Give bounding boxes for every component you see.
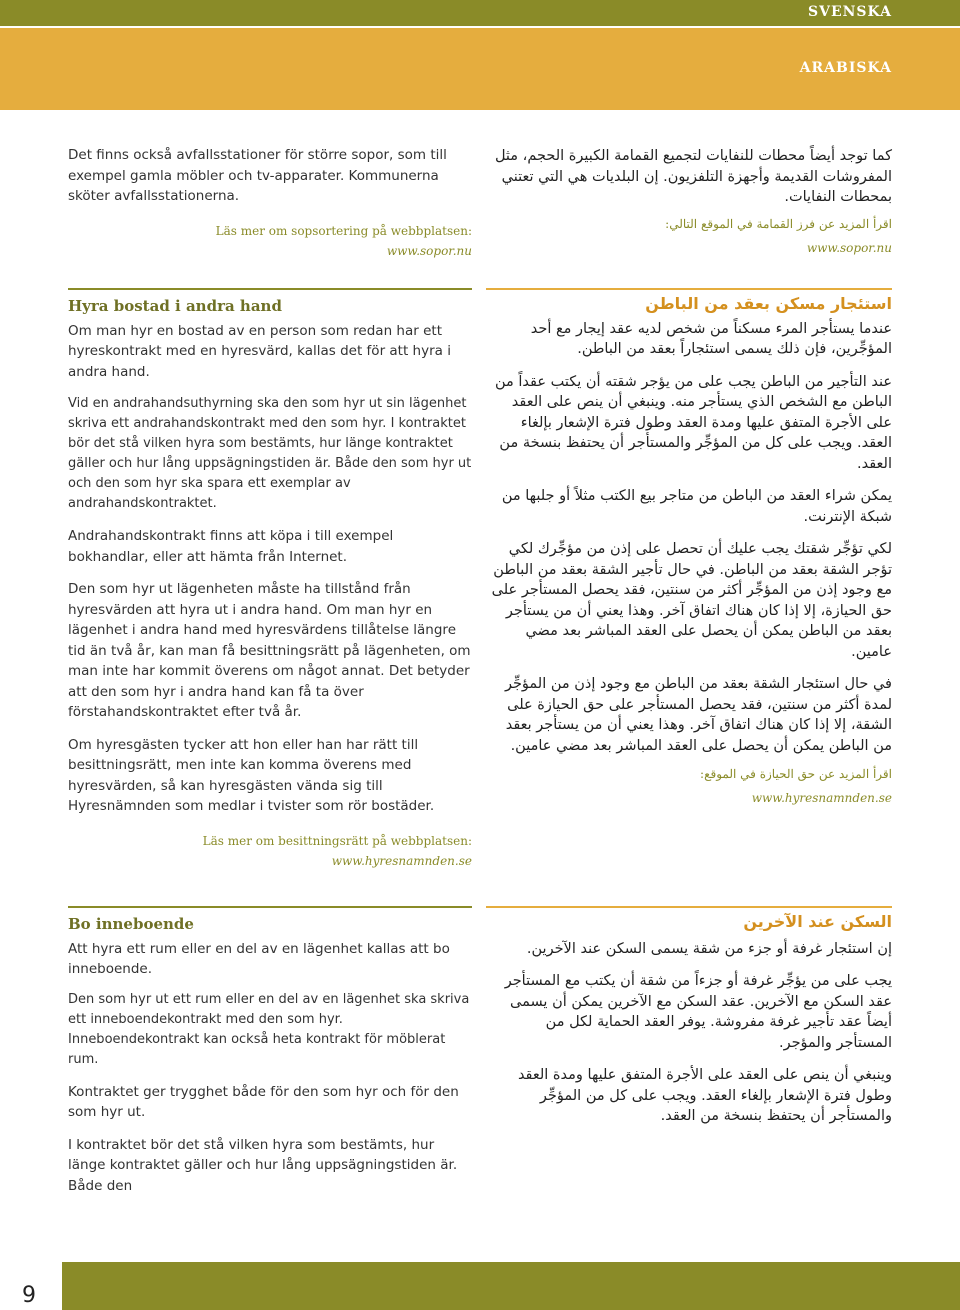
section-heading-arabic: استئجار مسكن بعقد من الباطن [645,294,892,313]
footer-bar [0,1262,960,1310]
besittningsratt-link-url[interactable]: www.hyresnamnden.se [331,853,472,868]
paragraph: I kontraktet bör det stå vilken hyra som bestämts, hur länge kontraktet gäller och hur lång uppsägningstiden är. Både den [68,1136,458,1194]
section-heading: Hyra bostad i andra hand [68,297,282,315]
paragraph-arabic: في حال استئجار الشقة بعقد من الباطن مع وجود إذن من المؤجِّر لمدة أكثر من سنتين، فقد يحصل المستأجر على حق الحيازة على الشقة، إلا إذا كان هناك اتفاق آخر. وهذا يعني أن من يستأجر بعقد من الباطن يمكن أن يحصل على العقد المباشر بعد مضي عامين. [504,676,892,754]
intro-paragraph-arabic: كما توجد أيضاً محطات للنفايات لتجميع القمامة الكبيرة الحجم، مثل المفروشات القديمة وأجهزة التلفزيون. إن البلديات هي التي تعتني بمحطات النفايات. [494,148,892,205]
section-hyra-andra-hand [68,296,472,871]
section-divider-swedish [68,288,472,290]
paragraph: Andrahandskontrakt finns att köpa i till exempel bokhandlar, eller att hämta från Internet. [68,528,394,565]
language-label-arabic: ARABISKA [799,60,892,76]
intro-arabic [486,146,892,258]
section-heading-arabic: السكن عند الآخرين [743,912,892,931]
language-bar-swedish [0,0,960,26]
section-divider-arabic-2 [486,906,892,908]
intro-swedish [68,145,472,261]
intro-link-url-arabic[interactable]: www.sopor.nu [806,240,892,255]
paragraph-arabic: إن استئجار غرفة أو جزء من شقة يسمى السكن عند الآخرين. [526,940,892,957]
intro-link-label: Läs mer om sopsortering på webbplatsen: [215,223,472,238]
besittningsratt-link-label: Läs mer om besittningsrätt på webbplatsen: [202,833,472,848]
paragraph-arabic: عند التأجير من الباطن يجب على من يؤجر شقته أن يكتب عقداً من الباطن مع الشخص الذي يستأجر منه. وينبغي أن ينص على العقد على الأجرة المتفق عليها ومدة العقد وطول فترة الإشعار بإلغاء العقد. ويجب على كل من المؤجِّر والمستأجر أن يحتفظ بنسخة من العقد. [494,373,892,472]
section-arabic-lodging [486,912,892,1127]
paragraph: Om hyresgästen tycker att hon eller han har rätt till besittningsrätt, men inte kan komma överens med hyresvärden, så kan hyresgästen vända sig till Hyresnämnden som medlar i tvister som rör bostäder. [68,736,435,814]
paragraph: Kontraktet ger trygghet både för den som hyr och för den som hyr ut. [68,1083,459,1120]
page-number: 9 [22,1283,36,1308]
paragraph: Om man hyr en bostad av en person som redan har ett hyreskontrakt med en hyresvärd, kallas det för att hyra i andra hand. [68,322,451,380]
paragraph-arabic: عندما يستأجر المرء مسكناً من شخص لديه عقد إيجار مع أحد المؤجِّرين، فإن ذلك يسمى استئجاراً بعقد من الباطن. [530,320,892,357]
intro-paragraph: Det finns också avfallsstationer för större sopor, som till exempel gamla möbler och tv-apparater. Kommunerna sköter avfallsstationerna. [68,147,447,204]
hyresnamnden-link-url-arabic[interactable]: www.hyresnamnden.se [751,791,892,805]
intro-link-label-arabic: اقرأ المزيد عن فرز القمامة في الموقع التالي: [665,216,892,231]
paragraph-arabic: وينبغي أن ينص على العقد على الأجرة المتفق عليها ومدة العقد وطول فترة الإشعار بإلغاء العقد. ويجب على كل من المؤجِّر والمستأجر أن يحتفظ بنسخة من العقد. [517,1067,892,1124]
section-divider-arabic [486,288,892,290]
hyresnamnden-link-label-arabic: اقرأ المزيد عن حق الحيازة في الموقع: [700,767,892,781]
section-arabic-sublet [486,294,892,808]
intro-link-url[interactable]: www.sopor.nu [386,243,472,258]
paragraph: Den som hyr ut ett rum eller en del av en lägenhet ska skriva ett inneboendekontrakt med den som hyr. Inneboendekontrakt kan också heta kontrakt för möblerat rum. [68,991,470,1067]
language-bar-arabic [0,28,960,110]
paragraph-arabic: لكي تؤجِّر شقتك يجب عليك أن تحصل على إذن من مؤجِّرك لكي تؤجر الشقة بعقد من الباطن. في حال تأجير الشقة بعقد من الباطن مع وجود إذن من المؤجِّر أكثر من سنتين، فقد يحصل المستأجر على حق الحيازة، إلا إذا كان هناك اتفاق آخر. وهذا يعني أن من يستأجر بعقد من الباطن يمكن أن يحصل على العقد المباشر بعد مضي عامين. [491,541,892,660]
paragraph-arabic: يمكن شراء العقد من الباطن من متاجر بيع الكتب مثلاً أو جلبها من شبكة الإنترنت. [501,488,892,525]
section-bo-inneboende [68,914,472,1196]
section-divider-swedish-2 [68,906,472,908]
paragraph: Att hyra ett rum eller en del av en lägenhet kallas att bo inneboende. [68,940,450,977]
paragraph-arabic: يجب على من يؤجِّر غرفة أو جزءاً من شقة أن يكتب مع المستأجر عقد السكن مع الآخرين. عقد السكن مع الآخرين يمكن أن يسمى أيضاً عقد تأجير غرفة مفروشة. يوفر العقد الحماية لكل من المستأجر والمؤجر. [504,973,892,1051]
language-label-swedish: SVENSKA [807,4,892,20]
paragraph: Den som hyr ut lägenheten måste ha tillstånd från hyresvärden att hyra ut i andra hand. Om man hyr en lägenhet i andra hand med hyresvärdens tillåtelse längre tid än två år, kan man få besittningsrätt på lägenheten, om man inte har kommit överens om något annat. Det betyder att den som hyr i andra hand kan få ta över förstahandskontraktet efter två år. [68,581,471,720]
section-heading: Bo inneboende [68,915,194,933]
paragraph: Vid en andrahandsuthyrning ska den som hyr ut sin lägenhet skriva ett andrahandskontrakt med den som hyr. I kontraktet bör det stå vilken hyra som bestämts, hur länge kontraktet gäller och hur lång uppsägningstiden är. Både den som hyr ut och den som hyr ska spara ett exemplar av andrahandskontraktet. [68,396,472,511]
